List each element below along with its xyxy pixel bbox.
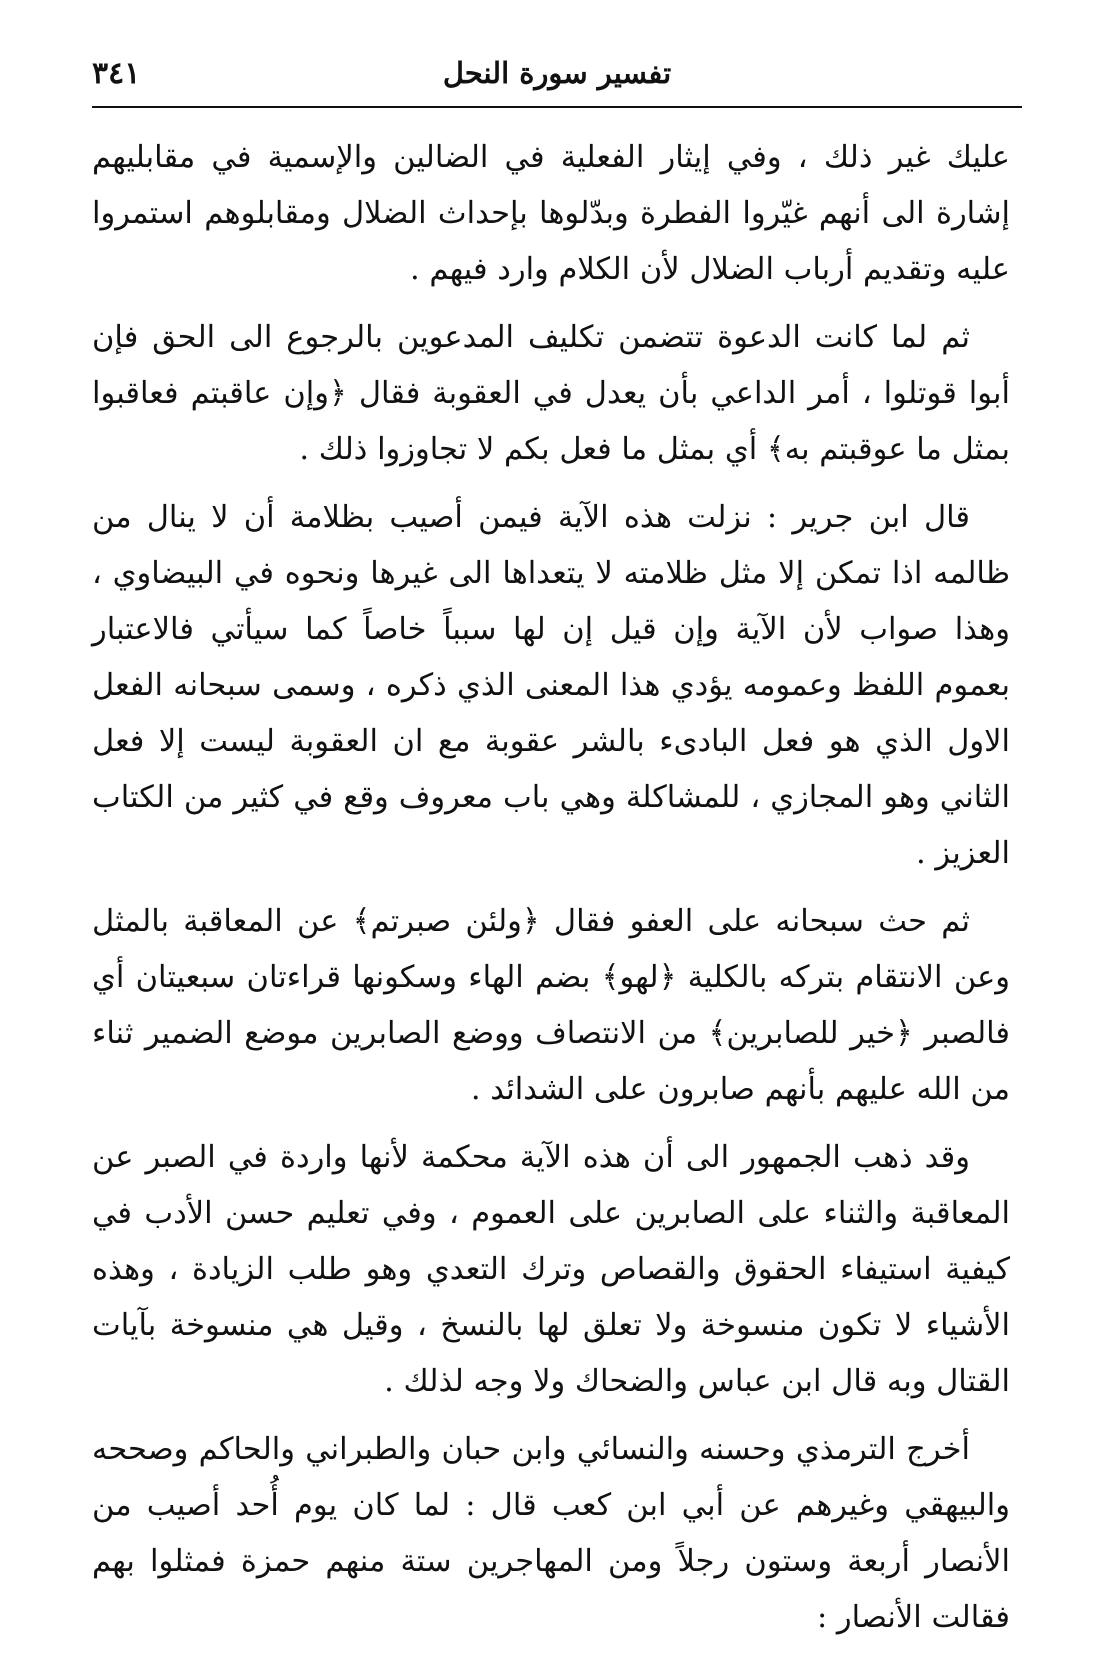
header-divider <box>92 106 1022 108</box>
page-header <box>92 52 1022 104</box>
paragraph: ثم حث سبحانه على العفو فقال ﴿ولئن صبرتم﴾ عن المعاقبة بالمثل وعن الانتقام بتركه بالكلية ﴿لهو﴾ بضم الهاء وسكونها قراءتان سبعيتان أي فالصبر ﴿خير للصابرين﴾ من الانتصاف ووضع الصابرين موضع الضمير ثناء من الله عليهم بأنهم صابرون على الشدائد . <box>92 904 1010 1107</box>
body-text <box>92 130 1010 1658</box>
paragraph: وقد ذهب الجمهور الى أن هذه الآية محكمة لأنها واردة في الصبر عن المعاقبة والثناء على الصابرين على العموم ، وفي تعليم حسن الأدب في كيفية استيفاء الحقوق والقصاص وترك التعدي وهو طلب الزيادة ، وهذه الأشياء لا تكون منسوخة ولا تعلق لها بالنسخ ، وقيل هي منسوخة بآيات القتال وبه قال ابن عباس والضحاك ولا وجه لذلك . <box>92 1140 1010 1399</box>
page-number: ٣٤١ <box>92 56 141 91</box>
paragraph: عليك غير ذلك ، وفي إيثار الفعلية في الضالين والإسمية في مقابليهم إشارة الى أنهم غيّروا الفطرة وبدّلوها بإحداث الضلال ومقابلوهم استمروا عليه وتقديم أرباب الضلال لأن الكلام وارد فيهم . <box>92 140 1010 287</box>
paragraph: أخرج الترمذي وحسنه والنسائي وابن حبان والطبراني والحاكم وصححه والبيهقي وغيرهم عن أبي ابن كعب قال : لما كان يوم أُحد أصيب من الأنصار أربعة وستون رجلاً ومن المهاجرين ستة منهم حمزة فمثلوا بهم فقالت الأنصار : <box>92 1432 1010 1635</box>
paragraph: قال ابن جرير : نزلت هذه الآية فيمن أصيب بظلامة أن لا ينال من ظالمه اذا تمكن إلا مثل ظلامته لا يتعداها الى غيرها ونحوه في البيضاوي ، وهذا صواب لأن الآية وإن قيل إن لها سبباً خاصاً كما سيأتي فالاعتبار بعموم اللفظ وعمومه يؤدي هذا المعنى الذي ذكره ، وسمى سبحانه الفعل الاول الذي هو فعل البادىء بالشر عقوبة مع ان العقوبة ليست إلا فعل الثاني وهو المجازي ، للمشاكلة وهي باب معروف وقع في كثير من الكتاب العزيز . <box>92 500 1010 871</box>
running-title: تفسير سورة النحل <box>442 56 672 90</box>
paragraph: ثم لما كانت الدعوة تتضمن تكليف المدعوين بالرجوع الى الحق فإن أبوا قوتلوا ، أمر الداعي بأن يعدل في العقوبة فقال ﴿وإن عاقبتم فعاقبوا بمثل ما عوقبتم به﴾ أي بمثل ما فعل بكم لا تجاوزوا ذلك . <box>92 320 1010 467</box>
